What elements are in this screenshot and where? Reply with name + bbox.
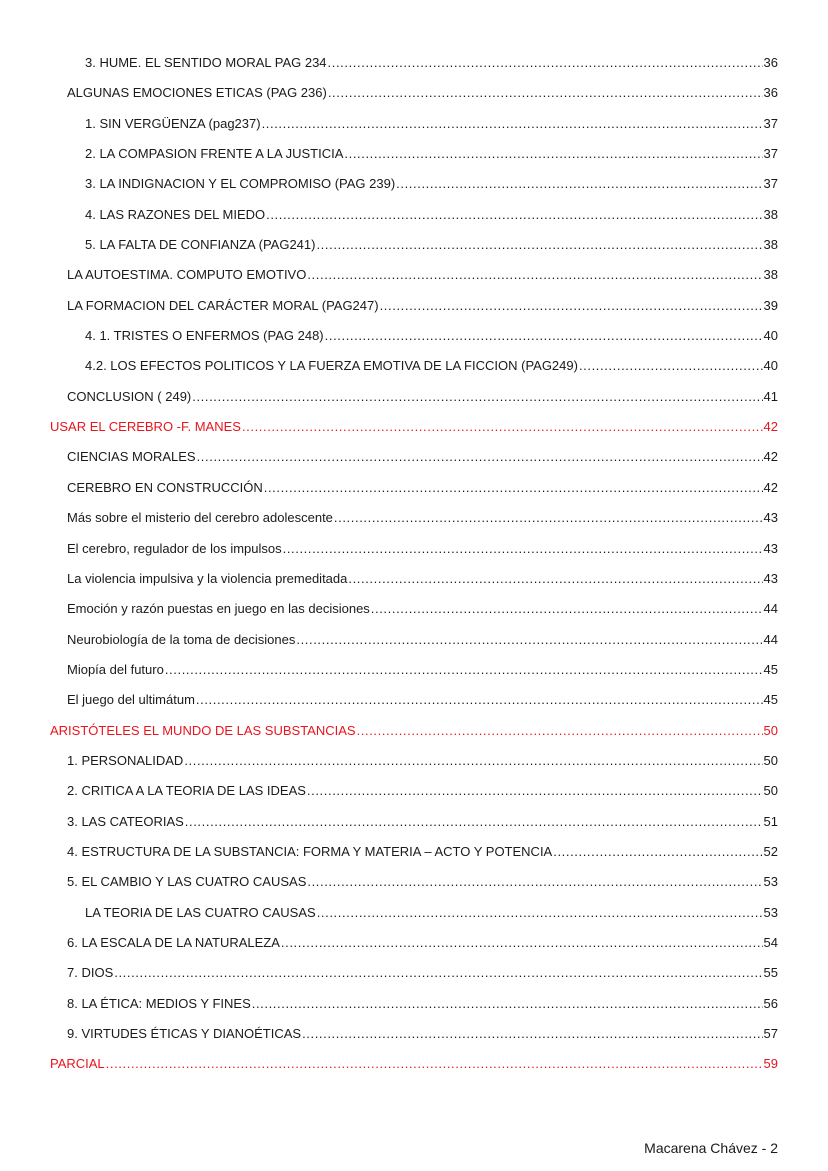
toc-entry[interactable]: [50, 382, 778, 412]
toc-entry-title: 4.2. LOS EFECTOS POLITICOS Y LA FUERZA EMOTIVA DE LA FICCION (PAG249): [85, 358, 578, 374]
toc-entry-page-number: 50: [763, 783, 778, 799]
table-of-contents: [50, 48, 778, 1080]
toc-entry[interactable]: [50, 351, 778, 381]
toc-entry[interactable]: [50, 776, 778, 806]
toc-dot-leader: [553, 837, 762, 867]
toc-entry-page-number: 52: [763, 843, 778, 859]
toc-entry-title: Más sobre el misterio del cerebro adolescente: [67, 510, 333, 526]
toc-entry-title: El cerebro, regulador de los impulsos: [67, 540, 282, 556]
toc-entry-page-number: 43: [763, 570, 778, 586]
toc-dot-leader: [579, 351, 763, 381]
toc-entry[interactable]: [50, 685, 778, 715]
toc-dot-leader: [328, 48, 763, 78]
toc-entry[interactable]: [50, 746, 778, 776]
toc-dot-leader: [380, 291, 763, 321]
toc-entry[interactable]: [50, 989, 778, 1019]
toc-dot-leader: [357, 716, 763, 746]
toc-entry-page-number: 36: [763, 55, 778, 70]
toc-entry-title: El juego del ultimátum: [67, 692, 195, 708]
toc-entry-title: 3. HUME. EL SENTIDO MORAL PAG 234: [85, 55, 327, 70]
toc-dot-leader: [296, 625, 762, 655]
toc-entry[interactable]: [50, 958, 778, 988]
toc-dot-leader: [106, 1049, 763, 1079]
toc-entry[interactable]: [50, 200, 778, 230]
toc-entry-page-number: 43: [763, 510, 778, 526]
toc-entry[interactable]: [50, 260, 778, 290]
toc-dot-leader: [283, 534, 763, 564]
toc-entry[interactable]: [50, 898, 778, 928]
toc-heading-entry[interactable]: [50, 1049, 778, 1079]
toc-dot-leader: [185, 807, 763, 837]
toc-entry-page-number: 45: [763, 661, 778, 677]
toc-entry-page-number: 36: [763, 85, 778, 101]
toc-entry-title: La violencia impulsiva y la violencia premeditada: [67, 570, 348, 586]
toc-entry-title: 1. PERSONALIDAD: [67, 752, 184, 768]
toc-dot-leader: [396, 169, 762, 199]
toc-entry[interactable]: [50, 291, 778, 321]
toc-dot-leader: [317, 898, 763, 928]
toc-entry-title: Emoción y razón puestas en juego en las decisiones: [67, 601, 370, 617]
toc-entry[interactable]: [50, 1019, 778, 1049]
toc-entry[interactable]: [50, 928, 778, 958]
toc-dot-leader: [281, 928, 763, 958]
toc-entry[interactable]: [50, 837, 778, 867]
toc-entry-page-number: 53: [763, 904, 778, 920]
toc-dot-leader: [307, 867, 762, 897]
toc-entry-page-number: 42: [763, 449, 778, 465]
toc-entry-page-number: 38: [763, 267, 778, 283]
toc-entry-title: 5. LA FALTA DE CONFIANZA (PAG241): [85, 237, 316, 253]
toc-entry-page-number: 51: [763, 813, 778, 829]
toc-dot-leader: [264, 473, 763, 503]
toc-entry[interactable]: [50, 169, 778, 199]
toc-entry-title: CEREBRO EN CONSTRUCCIÓN: [67, 479, 263, 495]
toc-entry[interactable]: [50, 655, 778, 685]
toc-entry-title: 4. 1. TRISTES O ENFERMOS (PAG 248): [85, 328, 324, 344]
toc-entry-page-number: 42: [763, 479, 778, 495]
toc-dot-leader: [334, 503, 763, 533]
toc-heading-entry[interactable]: [50, 716, 778, 746]
toc-dot-leader: [302, 1019, 762, 1049]
toc-entry[interactable]: [50, 230, 778, 260]
toc-entry-page-number: 41: [763, 388, 778, 404]
toc-entry-title: 6. LA ESCALA DE LA NATURALEZA: [67, 934, 280, 950]
toc-dot-leader: [371, 594, 763, 624]
toc-dot-leader: [184, 746, 762, 776]
toc-entry-page-number: 54: [763, 934, 778, 950]
toc-entry-page-number: 38: [763, 206, 778, 222]
toc-dot-leader: [192, 382, 762, 412]
toc-entry-page-number: 45: [763, 692, 778, 708]
toc-dot-leader: [307, 776, 763, 806]
toc-dot-leader: [262, 109, 763, 139]
toc-dot-leader: [316, 230, 762, 260]
toc-entry-page-number: 53: [763, 874, 778, 890]
toc-entry-page-number: 55: [763, 965, 778, 981]
toc-dot-leader: [114, 958, 762, 988]
toc-entry[interactable]: [50, 594, 778, 624]
toc-entry-title: Miopía del futuro: [67, 661, 164, 677]
toc-entry-page-number: 37: [763, 146, 778, 162]
toc-entry[interactable]: [50, 564, 778, 594]
toc-entry-title: 8. LA ÉTICA: MEDIOS Y FINES: [67, 995, 251, 1011]
toc-entry-title: PARCIAL: [50, 1056, 105, 1072]
toc-entry-page-number: 44: [763, 601, 778, 617]
toc-entry-page-number: 42: [763, 419, 778, 435]
toc-entry-title: 1. SIN VERGÜENZA (pag237): [85, 115, 261, 131]
toc-entry-title: 4. LAS RAZONES DEL MIEDO: [85, 206, 266, 222]
toc-entry-page-number: 37: [763, 176, 778, 192]
toc-entry-title: ARISTÓTELES EL MUNDO DE LAS SUBSTANCIAS: [50, 722, 356, 738]
toc-entry[interactable]: [50, 48, 778, 78]
toc-entry-title: 5. EL CAMBIO Y LAS CUATRO CAUSAS: [67, 874, 307, 890]
toc-entry[interactable]: [50, 139, 778, 169]
toc-dot-leader: [325, 321, 763, 351]
toc-entry-title: 2. LA COMPASION FRENTE A LA JUSTICIA: [85, 146, 344, 162]
toc-entry-title: CIENCIAS MORALES: [67, 449, 196, 465]
toc-entry-title: LA TEORIA DE LAS CUATRO CAUSAS: [85, 904, 316, 920]
toc-entry-title: LA AUTOESTIMA. COMPUTO EMOTIVO: [67, 267, 307, 283]
page-footer: Macarena Chávez - 2: [644, 1140, 778, 1156]
toc-entry-page-number: 56: [763, 995, 778, 1011]
toc-entry[interactable]: [50, 473, 778, 503]
toc-entry-title: 2. CRITICA A LA TEORIA DE LAS IDEAS: [67, 783, 306, 799]
toc-entry-page-number: 40: [763, 358, 778, 374]
toc-entry[interactable]: [50, 503, 778, 533]
toc-entry[interactable]: [50, 321, 778, 351]
toc-dot-leader: [242, 412, 763, 442]
toc-entry-page-number: 44: [763, 631, 778, 647]
toc-heading-entry[interactable]: [50, 412, 778, 442]
toc-entry-title: 7. DIOS: [67, 965, 114, 981]
toc-entry-title: 3. LAS CATEORIAS: [67, 813, 184, 829]
toc-dot-leader: [348, 564, 762, 594]
toc-dot-leader: [252, 989, 763, 1019]
toc-entry-page-number: 40: [763, 328, 778, 344]
toc-entry-page-number: 50: [763, 722, 778, 738]
toc-entry-page-number: 39: [763, 297, 778, 313]
toc-entry-page-number: 38: [763, 237, 778, 253]
toc-entry-page-number: 59: [763, 1056, 778, 1072]
toc-entry[interactable]: [50, 807, 778, 837]
toc-entry[interactable]: [50, 625, 778, 655]
toc-entry-title: ALGUNAS EMOCIONES ETICAS (PAG 236): [67, 85, 327, 101]
toc-dot-leader: [197, 442, 763, 472]
toc-entry-title: USAR EL CEREBRO -F. MANES: [50, 419, 241, 435]
toc-entry-page-number: 57: [763, 1026, 778, 1041]
toc-entry[interactable]: [50, 534, 778, 564]
toc-entry[interactable]: [50, 442, 778, 472]
toc-dot-leader: [307, 260, 762, 290]
toc-dot-leader: [165, 655, 763, 685]
toc-entry-title: 9. VIRTUDES ÉTICAS Y DIANOÉTICAS: [67, 1026, 302, 1041]
toc-dot-leader: [328, 78, 763, 108]
toc-entry-title: LA FORMACION DEL CARÁCTER MORAL (PAG247): [67, 297, 379, 313]
toc-entry-title: 4. ESTRUCTURA DE LA SUBSTANCIA: FORMA Y MATERIA – ACTO Y POTENCIA: [67, 843, 553, 859]
toc-entry-page-number: 37: [763, 115, 778, 131]
toc-entry-page-number: 50: [763, 752, 778, 768]
toc-dot-leader: [196, 685, 763, 715]
toc-entry[interactable]: [50, 78, 778, 108]
toc-entry[interactable]: [50, 109, 778, 139]
toc-dot-leader: [266, 200, 762, 230]
toc-entry-title: 3. LA INDIGNACION Y EL COMPROMISO (PAG 239): [85, 176, 396, 192]
toc-entry-page-number: 43: [763, 540, 778, 556]
toc-dot-leader: [344, 139, 762, 169]
toc-entry-title: CONCLUSION ( 249): [67, 388, 192, 404]
toc-entry-title: Neurobiología de la toma de decisiones: [67, 631, 296, 647]
toc-entry[interactable]: [50, 867, 778, 897]
